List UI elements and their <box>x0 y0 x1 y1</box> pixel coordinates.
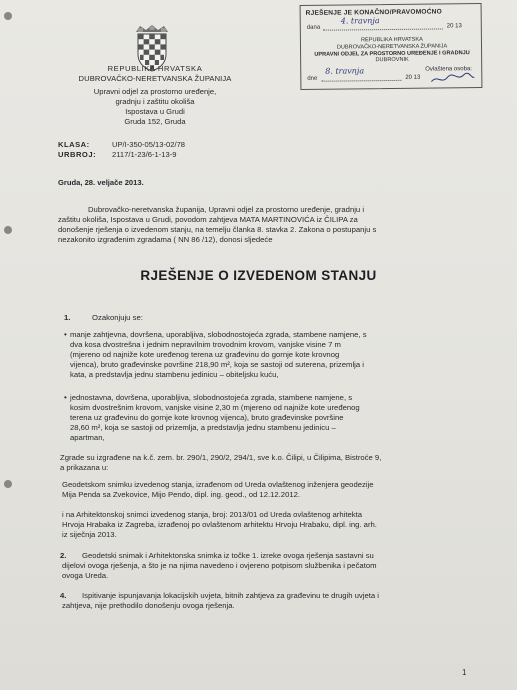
office-line: Ispostava u Grudi <box>125 107 185 116</box>
finality-stamp <box>300 3 483 90</box>
stamp-org-line: DUBROVNIK <box>375 57 409 64</box>
stamp-dne-label: dne <box>307 75 318 82</box>
intro-line: nezakonito izgrađenim zgradama ( NN 86 /12), donosi sljedeće <box>58 235 273 245</box>
binding-hole <box>4 480 12 488</box>
reference-block <box>58 140 185 160</box>
county-name: DUBROVAČKO-NERETVANSKA ŽUPANIJA <box>78 73 232 83</box>
binding-hole <box>4 12 12 20</box>
architecture-line: iz siječnja 2013. <box>62 530 117 540</box>
bullet-line: (mjereno od najniže kote uređenog terena uz građevinu do gornje kote krovnog <box>70 350 340 360</box>
built-line: Zgrade su izgrađene na k.č. zem. br. 290/1, 290/2, 294/1, sve k.o. Čilipi, u Čilipima, Bistroće 9, <box>60 453 382 462</box>
section-number: 1. <box>64 313 71 322</box>
intro-line: donošenje rješenja o izvedenom stanju, na temelju članka 8. stavka 2. Zakona o postupanju s <box>58 225 377 235</box>
klasa-label: KLASA: <box>58 140 90 149</box>
office-line: gradnju i zaštitu okoliša <box>115 97 195 106</box>
bullet-item-apartment <box>70 393 472 443</box>
bullet-line: apartman, <box>70 433 105 443</box>
stamp-dne-year: 20 13 <box>405 74 421 81</box>
urbroj-value: 2117/1-23/6-1-13-9 <box>112 150 177 159</box>
section-number: 2. <box>60 551 67 560</box>
bullet-dot: • <box>64 330 67 339</box>
stamp-org-line: DUBROVAČKO-NERETVANSKA ŽUPANIJA <box>336 43 448 51</box>
bullet-line: jednostavna, dovršena, uporabljiva, slobodnostojeća zgrada, stambene namjene, s <box>70 393 353 402</box>
architecture-paragraph <box>62 510 474 540</box>
republic-name: REPUBLIKA HRVATSKA <box>107 64 203 73</box>
bullet-line: vijenca), bruto građevinske površine 218,90 m², koja se sastoji od suterena, prizemlja i <box>70 360 364 370</box>
section-2-line: ovoga Ureda. <box>62 571 109 581</box>
intro-line: Dubrovačko-neretvanska županija, Upravni odjel za prostorno uređenje, gradnju i <box>88 205 365 214</box>
survey-paragraph <box>62 480 472 500</box>
stamp-dana-value: 4. travnja <box>340 16 380 26</box>
decision-title: RJEŠENJE O IZVEDENOM STANJU <box>140 268 377 283</box>
architecture-line: i na Arhitektonskoj snimci izvedenog stanja, broj: 2013/01 od Ureda ovlaštenog arhitekta <box>62 510 362 519</box>
bullet-dot: • <box>64 393 67 402</box>
survey-line: Geodetskom snimku izvedenog stanja, izrađenom od Ureda ovlaštenog inženjera geodezije <box>62 480 374 489</box>
binding-hole <box>4 226 12 234</box>
bullet-line: 28,60 m², koja se sastoji od prizemlja, a predstavlja jednu stambenu jedinicu – <box>70 423 336 433</box>
bullet-line: kosim dvostrešnim krovom, vanjske visine 2,30 m (mjereno od najniže kote uređenog <box>70 403 360 413</box>
stamp-official-label: Ovlaštena osoba: <box>425 66 472 73</box>
klasa-value: UP/I-350-05/13-02/78 <box>112 140 186 149</box>
built-paragraph <box>60 453 474 473</box>
section-2-line: Geodetski snimak i Arhitektonska snimka iz točke 1. izreke ovoga rješenja sastavni su <box>82 551 374 560</box>
republic-heading <box>70 64 240 83</box>
stamp-organisation <box>307 36 477 65</box>
page-number: 1 <box>462 668 467 677</box>
stamp-dana-year: 20 13 <box>446 23 462 30</box>
section-2-paragraph <box>62 551 476 581</box>
office-line: Gruda 152, Gruda <box>124 117 186 126</box>
signature-icon <box>429 72 475 84</box>
intro-line: zaštitu okoliša, Ispostava u Grudi, povodom zahtjeva MATA MARTINOVIĆA iz ČILIPA za <box>58 215 358 225</box>
bullet-line: dva kosa dvostrešna i jednim nepravilnim trovodnim krovom, vanjske visine 7 m <box>70 340 341 350</box>
built-line: a prikazana u: <box>60 463 109 473</box>
stamp-org-line: UPRAVNI ODJEL ZA PROSTORNO UREĐENJE I GRADNJU <box>314 49 470 58</box>
bullet-line: manje zahtjevna, dovršena, uporabljiva, slobodnostojeća zgrada, stambene namjene, s <box>70 330 367 339</box>
office-line: Upravni odjel za prostorno uređenje, <box>93 87 217 96</box>
section-2-line: dijelovi ovoga rješenja, a što je na njima navedeno i ovjereno potpisom službenika i pečatom <box>62 561 377 571</box>
stamp-dana-label: dana <box>306 24 321 31</box>
section-number: 4. <box>60 591 67 600</box>
section-4-paragraph <box>62 591 480 611</box>
stamp-heading: RJEŠENJE JE KONAČNO/PRAVOMOĆNO <box>305 8 442 17</box>
bullet-item-house <box>70 330 472 380</box>
bullet-line: terena uz građevinu do gornje kote krovnog vijenca), bruto građevinske površine <box>70 413 344 423</box>
survey-line: Mija Penda sa Zvekovice, Mijo Pendo, dipl. ing. geod., od 12.12.2012. <box>62 490 301 500</box>
office-address <box>70 87 240 127</box>
urbroj-label: URBROJ: <box>58 150 97 159</box>
stamp-org-line: REPUBLIKA HRVATSKA <box>360 36 423 44</box>
intro-paragraph <box>58 205 466 245</box>
stamp-dne-value: 8. travnja <box>325 66 365 76</box>
section-4-line: zahtjeva, nije prethodilo donošenju ovoga rješenja. <box>62 601 235 611</box>
section-4-line: Ispitivanje ispunjavanja lokacijskih uvjeta, bitnih zahtjeva za građevinu te drugih uvjeta i <box>82 591 379 600</box>
section-lead: Ozakonjuju se: <box>92 313 143 322</box>
bullet-line: kata, a predstavlja jednu stambenu jedinicu – obiteljsku kuću, <box>70 370 279 380</box>
document-date: Gruda, 28. veljače 2013. <box>58 178 144 187</box>
architecture-line: Hrvoja Hrabaka iz Zagreba, izrađenoj po ovlaštenom arhitektu Hrvoju Hrabaku, dipl. ing. arh. <box>62 520 377 530</box>
